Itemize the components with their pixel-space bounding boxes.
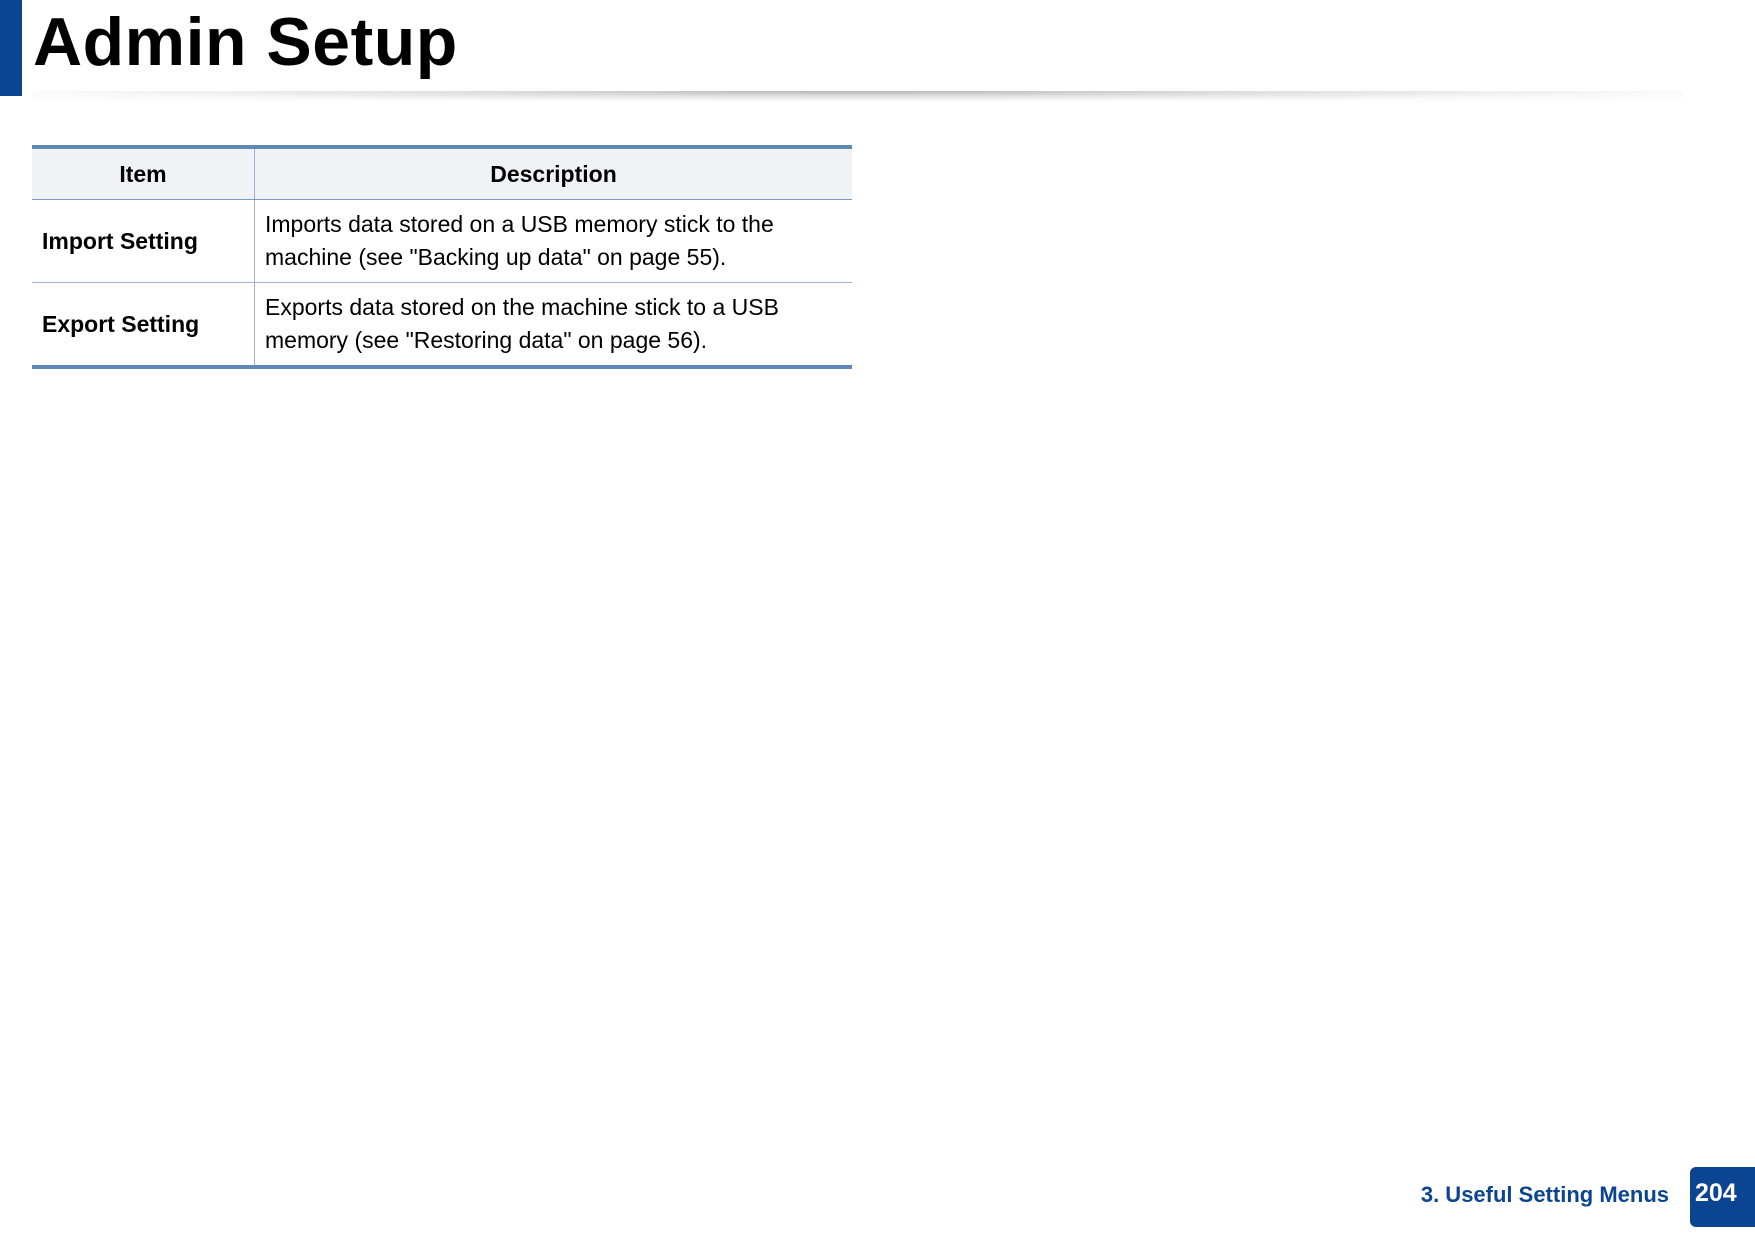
- title-accent-bar: [0, 0, 22, 96]
- page-number-badge: 204: [1690, 1167, 1755, 1227]
- table-cell-item: Export Setting: [32, 283, 255, 368]
- table-cell-item: Import Setting: [32, 200, 255, 283]
- footer-section-link[interactable]: 3. Useful Setting Menus: [1420, 1182, 1669, 1207]
- page-title: Admin Setup: [33, 4, 458, 80]
- column-header-description: Description: [255, 147, 853, 200]
- table-row: [32, 200, 852, 283]
- table-cell-description: Imports data stored on a USB memory stick to the machine (see "Backing up data" on page 55).: [255, 200, 853, 283]
- column-header-item: Item: [32, 147, 255, 200]
- settings-table: [32, 145, 852, 369]
- table-row: [32, 283, 852, 368]
- table-header-row: [32, 147, 852, 200]
- title-divider: [33, 91, 1683, 101]
- table-cell-description: Exports data stored on the machine stick to a USB memory (see "Restoring data" on page 56).: [255, 283, 853, 368]
